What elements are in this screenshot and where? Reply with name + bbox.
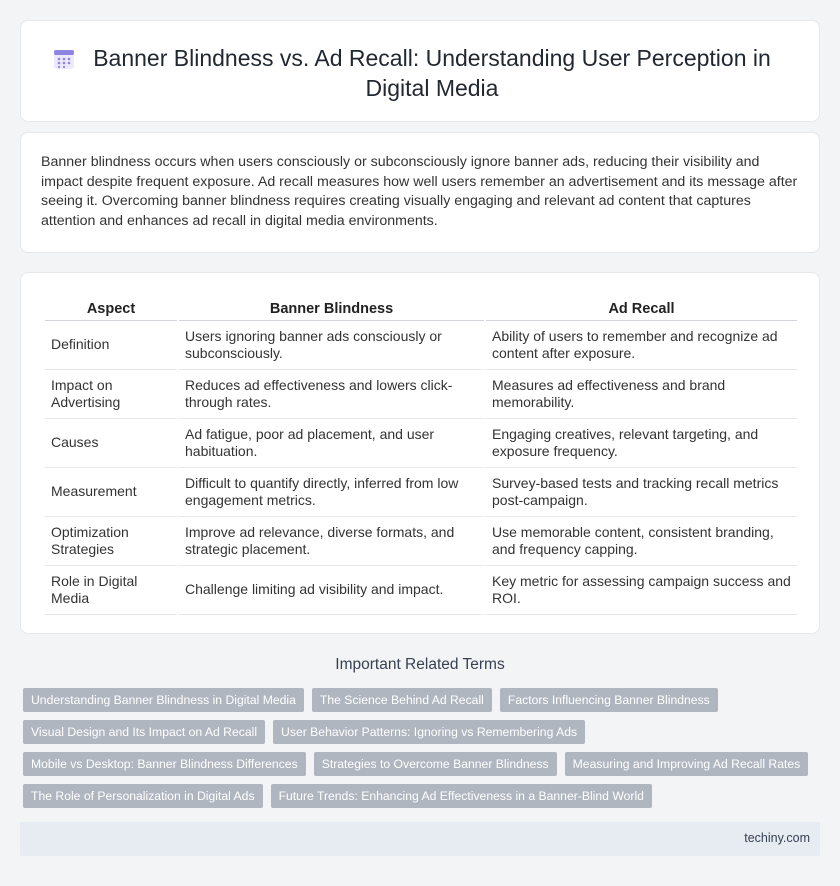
- cell-banner-blindness: Reduces ad effectiveness and lowers click-through rates.: [179, 370, 484, 419]
- comparison-table: [43, 295, 799, 615]
- related-term-tag[interactable]: The Role of Personalization in Digital Ads: [23, 784, 263, 808]
- cell-banner-blindness: Improve ad relevance, diverse formats, and strategic placement.: [179, 517, 484, 566]
- related-term-tag[interactable]: Strategies to Overcome Banner Blindness: [314, 752, 557, 776]
- table-row: [45, 566, 797, 615]
- intro-card: [20, 132, 820, 253]
- cell-aspect: Role in Digital Media: [45, 566, 177, 615]
- cell-ad-recall: Measures ad effectiveness and brand memorability.: [486, 370, 797, 419]
- table-row: [45, 370, 797, 419]
- cell-ad-recall: Engaging creatives, relevant targeting, and exposure frequency.: [486, 419, 797, 468]
- table-header-row: [45, 295, 797, 321]
- table-row: [45, 321, 797, 370]
- related-term-tag[interactable]: The Science Behind Ad Recall: [312, 688, 492, 712]
- page-title: Banner Blindness vs. Ad Recall: Understanding User Perception in Digital Media: [93, 45, 771, 101]
- cell-aspect: Impact on Advertising: [45, 370, 177, 419]
- related-term-tag[interactable]: Visual Design and Its Impact on Ad Recall: [23, 720, 265, 744]
- related-term-tag[interactable]: Future Trends: Enhancing Ad Effectiveness in a Banner-Blind World: [271, 784, 652, 808]
- table-row: [45, 517, 797, 566]
- cell-banner-blindness: Difficult to quantify directly, inferred from low engagement metrics.: [179, 468, 484, 517]
- related-term-tag[interactable]: User Behavior Patterns: Ignoring vs Remembering Ads: [273, 720, 585, 744]
- header-aspect: Aspect: [45, 295, 177, 321]
- related-terms-title: Important Related Terms: [335, 656, 505, 673]
- intro-paragraph: Banner blindness occurs when users consciously or subconsciously ignore banner ads, reducing their visibility and impact despite frequent exposure. Ad recall measures how well users remember an advertisement and its message after seeing it. Overcoming banner blindness requires creating visually engaging and relevant ad content that captures attention and enhances ad recall in digital media environments.: [41, 154, 798, 229]
- footer-brand[interactable]: techiny.com: [744, 831, 810, 845]
- header-banner-blindness: Banner Blindness: [179, 295, 484, 321]
- related-term-tag[interactable]: Mobile vs Desktop: Banner Blindness Differences: [23, 752, 306, 776]
- cell-ad-recall: Ability of users to remember and recognize ad content after exposure.: [486, 321, 797, 370]
- comparison-card: [20, 272, 820, 634]
- related-term-tag[interactable]: Factors Influencing Banner Blindness: [500, 688, 718, 712]
- related-term-tag[interactable]: Understanding Banner Blindness in Digital Media: [23, 688, 304, 712]
- cell-aspect: Definition: [45, 321, 177, 370]
- header-ad-recall: Ad Recall: [486, 295, 797, 321]
- cell-ad-recall: Use memorable content, consistent branding, and frequency capping.: [486, 517, 797, 566]
- cell-banner-blindness: Users ignoring banner ads consciously or subconsciously.: [179, 321, 484, 370]
- table-row: [45, 468, 797, 517]
- related-term-tag[interactable]: Measuring and Improving Ad Recall Rates: [565, 752, 809, 776]
- cell-aspect: Causes: [45, 419, 177, 468]
- cell-aspect: Measurement: [45, 468, 177, 517]
- cell-ad-recall: Key metric for assessing campaign success and ROI.: [486, 566, 797, 615]
- header-card: [20, 20, 820, 122]
- cell-banner-blindness: Ad fatigue, poor ad placement, and user habituation.: [179, 419, 484, 468]
- footer-bar: [20, 822, 820, 856]
- cell-banner-blindness: Challenge limiting ad visibility and impact.: [179, 566, 484, 615]
- cell-ad-recall: Survey-based tests and tracking recall metrics post-campaign.: [486, 468, 797, 517]
- table-row: [45, 419, 797, 468]
- cell-aspect: Optimization Strategies: [45, 517, 177, 566]
- related-terms-list: [23, 688, 813, 808]
